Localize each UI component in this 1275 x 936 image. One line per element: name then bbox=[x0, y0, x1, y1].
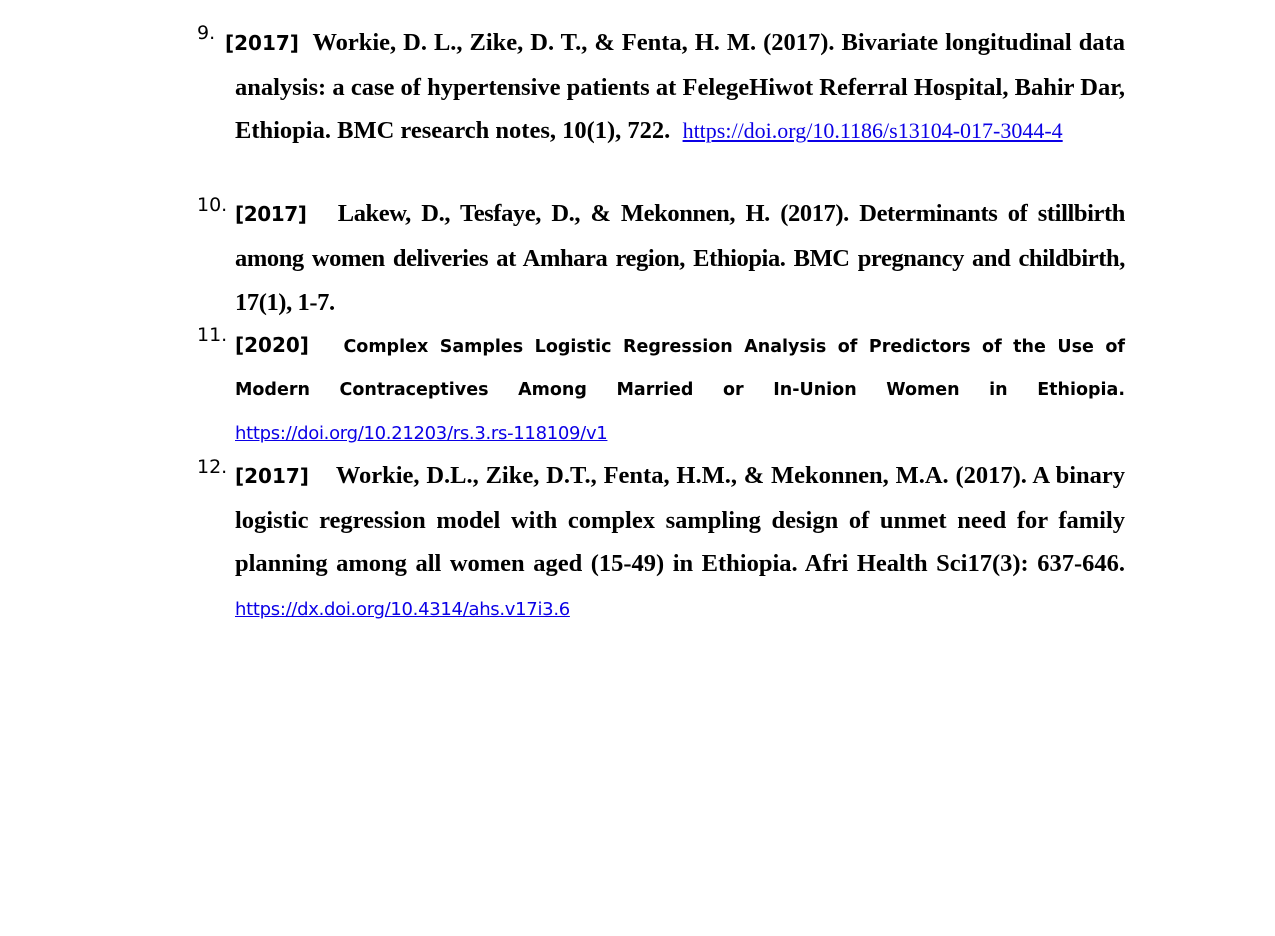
reference-text: Workie, D.L., Zike, D.T., Fenta, H.M., & Mekonnen, M.A. (2017). A binary logistic regression model with complex sampling design of unmet need for family planning among all women aged (15-49) in Ethiopia. Afri Health Sci17(3): 637-646. bbox=[235, 462, 1126, 577]
doi-link[interactable]: https://doi.org/10.1186/s13104-017-3044-4 bbox=[682, 118, 1063, 143]
reference-body bbox=[225, 21, 1125, 153]
reference-item-12 bbox=[197, 454, 1126, 631]
reference-number: 12. bbox=[197, 456, 228, 478]
reference-number: 10. bbox=[197, 194, 228, 216]
year-tag: [2017] bbox=[225, 31, 299, 55]
reference-text: Lakew, D., Tesfaye, D., & Mekonnen, H. (2017). Determinants of stillbirth among women deliveries at Amhara region, Ethiopia. BMC pregnancy and childbirth, 17(1), 1-7. bbox=[235, 200, 1125, 316]
reference-number: 9. bbox=[197, 22, 216, 44]
doi-link[interactable]: https://doi.org/10.21203/rs.3.rs-118109/v1 bbox=[235, 423, 608, 444]
reference-text: Workie, D. L., Zike, D. T., & Fenta, H. M. (2017). Bivariate longitudinal data analysis: a case of hypertensive patients at FelegeHiwot Referral Hospital, Bahir Dar, Ethiopia. BMC research notes, 10(1), 722. bbox=[235, 29, 1125, 144]
year-tag: [2020] bbox=[235, 333, 309, 357]
year-tag: [2017] bbox=[235, 464, 309, 488]
reference-item-9 bbox=[197, 21, 1125, 153]
reference-number: 11. bbox=[197, 324, 228, 346]
reference-item-11 bbox=[197, 324, 1125, 456]
reference-body bbox=[235, 454, 1125, 631]
reference-item-10 bbox=[197, 192, 1125, 326]
reference-body bbox=[235, 324, 1125, 456]
reference-text: Complex Samples Logistic Regression Analysis of Predictors of the Use of Modern Contraceptives Among Married or In-Union Women in Ethiopia. bbox=[235, 337, 1125, 400]
reference-body bbox=[235, 192, 1125, 326]
year-tag: [2017] bbox=[235, 202, 307, 226]
doi-link[interactable]: https://dx.doi.org/10.4314/ahs.v17i3.6 bbox=[235, 598, 570, 620]
